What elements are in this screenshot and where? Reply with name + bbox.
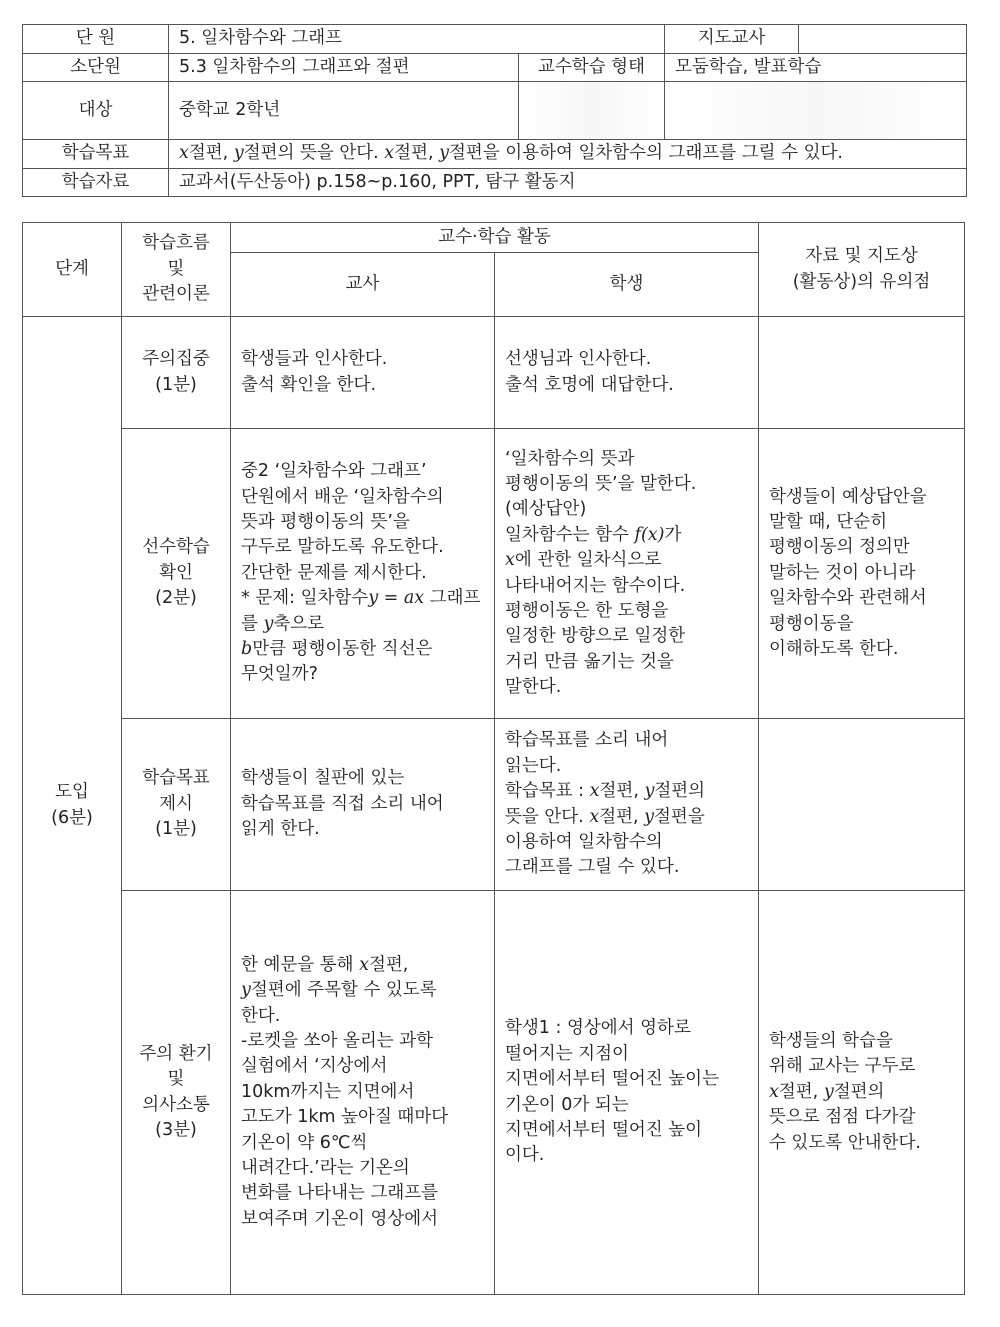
target-value: 중학교 2학년 [169, 82, 519, 140]
table-row [23, 891, 965, 1295]
teacher-cell: 중2 ‘일차함수와 그래프’ 단원에서 배운 ‘일차함수의 뜻과 평행이동의 뜻’을 구두로 말하도록 유도한다. 간단한 문제를 제시한다. * 문제: 일차함수y = ax 그래프를 y축으로 b만큼 평행이동한 직선은 무엇일까? [231, 429, 495, 719]
header-teacher: 교사 [231, 253, 495, 317]
notes-cell: 학생들이 예상답안을 말할 때, 단순히 평행이동의 정의만 말하는 것이 아니라 일차함수와 관련해서 평행이동을 이해하도록 한다. [759, 429, 965, 719]
student-cell: 학생1 : 영상에서 영하로 떨어지는 지점이 지면에서부터 떨어진 높이는 기온이 0가 되는 지면에서부터 떨어진 높이 이다. [495, 891, 759, 1295]
notes-cell [759, 719, 965, 891]
material-label: 학습자료 [23, 169, 169, 197]
notes-cell [759, 317, 965, 429]
material-value: 교과서(두산동아) p.158~p.160, PPT, 탐구 활동지 [169, 169, 967, 197]
header-notes: 자료 및 지도상 (활동상)의 유의점 [759, 223, 965, 317]
flow-cell: 주의집중 (1분) [122, 317, 231, 429]
teacher-label: 지도교사 [665, 25, 799, 54]
lesson-plan-table [22, 222, 965, 1295]
format-value: 모둠학습, 발표학습 [665, 54, 967, 82]
student-cell: 선생님과 인사한다. 출석 호명에 대답한다. [495, 317, 759, 429]
lesson-info-table [22, 24, 967, 197]
table-row [23, 429, 965, 719]
notes-cell: 학생들의 학습을 위해 교사는 구두로 x절편, y절편의 뜻으로 점점 다가갈 수 있도록 안내한다. [759, 891, 965, 1295]
goal-label: 학습목표 [23, 140, 169, 169]
blurred-cell-wide [665, 82, 967, 140]
flow-cell: 선수학습 확인 (2분) [122, 429, 231, 719]
table-row [23, 317, 965, 429]
target-label: 대상 [23, 82, 169, 140]
subunit-value: 5.3 일차함수의 그래프와 절편 [169, 54, 519, 82]
subunit-label: 소단원 [23, 54, 169, 82]
goal-value: x절편, y절편의 뜻을 안다. x절편, y절편을 이용하여 일차함수의 그래프를 그릴 수 있다. [169, 140, 967, 169]
student-cell: ‘일차함수의 뜻과 평행이동의 뜻’을 말한다. (예상답안) 일차함수는 함수 f(x)가 x에 관한 일차식으로 나타내어지는 함수이다. 평행이동은 한 도형을 일정한 방향으로 일정한 거리 만큼 옮기는 것을 말한다. [495, 429, 759, 719]
flow-cell: 주의 환기 및 의사소통 (3분) [122, 891, 231, 1295]
flow-cell: 학습목표 제시 (1분) [122, 719, 231, 891]
format-label: 교수학습 형태 [519, 54, 665, 82]
teacher-cell: 학생들이 칠판에 있는 학습목표를 직접 소리 내어 읽게 한다. [231, 719, 495, 891]
teacher-cell: 한 예문을 통해 x절편, y절편에 주목할 수 있도록 한다. -로켓을 쏘아 올리는 과학 실험에서 ‘지상에서 10km까지는 지면에서 고도가 1km 높아질 때마다 기온이 약 6℃씩 내려간다.’라는 기온의 변화를 나타내는 그래프를 보여주며 기온이 영상에서 [231, 891, 495, 1295]
header-flow: 학습흐름 및 관련이론 [122, 223, 231, 317]
teacher-value [799, 25, 967, 54]
teacher-cell: 학생들과 인사한다. 출석 확인을 한다. [231, 317, 495, 429]
header-student: 학생 [495, 253, 759, 317]
student-cell: 학습목표를 소리 내어 읽는다. 학습목표 : x절편, y절편의 뜻을 안다. x절편, y절편을 이용하여 일차함수의 그래프를 그릴 수 있다. [495, 719, 759, 891]
stage-name: 도입 (6분) [23, 317, 122, 1295]
unit-label: 단 원 [23, 25, 169, 54]
blurred-cell [519, 82, 665, 140]
header-activity: 교수·학습 활동 [231, 223, 759, 253]
unit-value: 5. 일차함수와 그래프 [169, 25, 665, 54]
table-row [23, 719, 965, 891]
header-stage: 단계 [23, 223, 122, 317]
